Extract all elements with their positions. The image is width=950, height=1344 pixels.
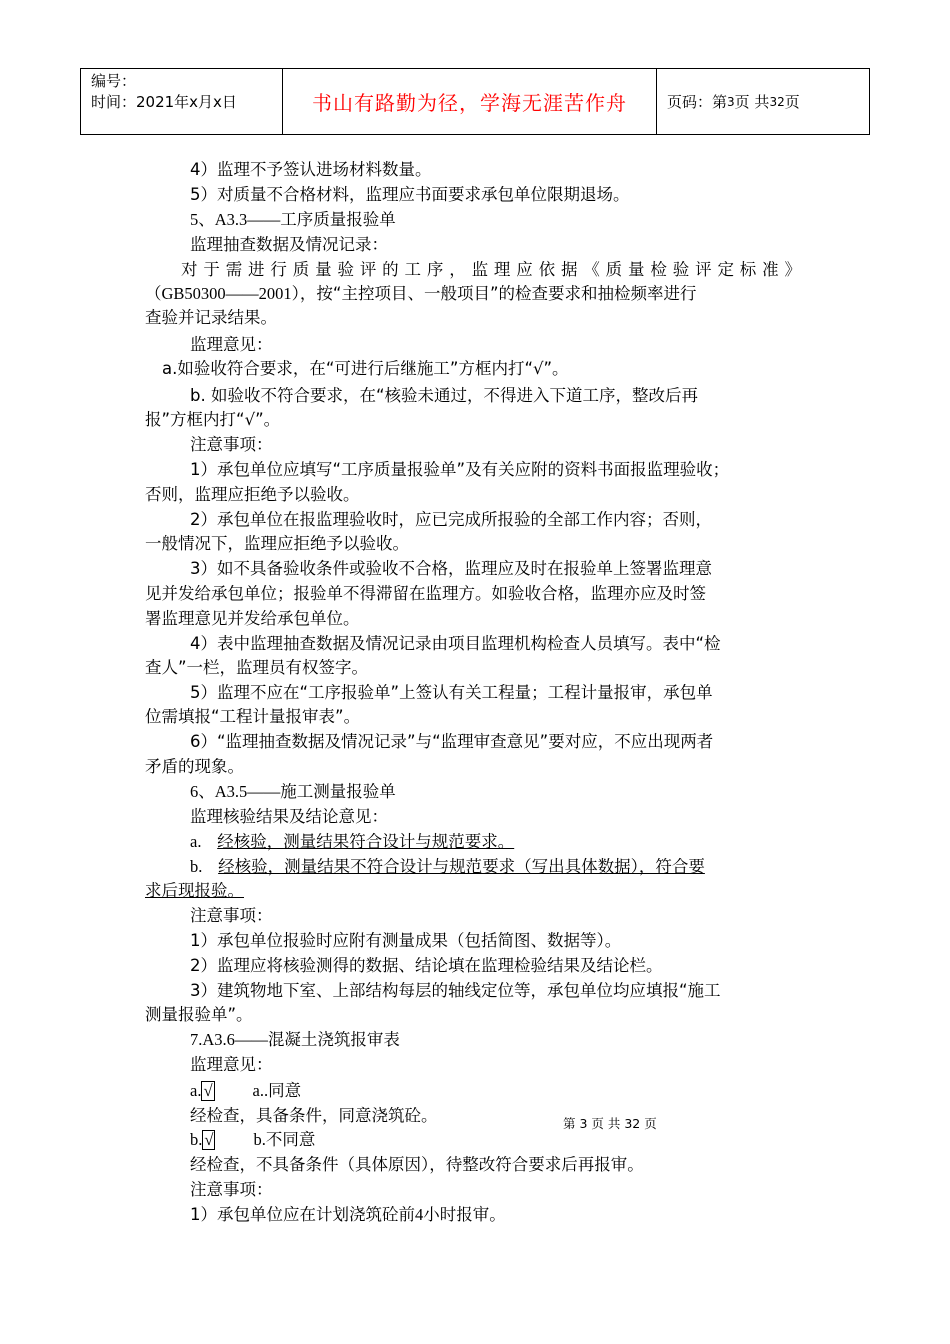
option-letter: a. [190, 1081, 202, 1100]
option-letter: a. [190, 832, 202, 851]
section-heading-a36 [190, 1028, 400, 1052]
header-page-label: 页码：第 [667, 93, 728, 111]
section-heading-a33 [190, 208, 396, 232]
body-line: 否则，监理应拒绝予以验收。 [145, 485, 360, 504]
body-line: 4）监理不予签认进场材料数量。 [190, 160, 432, 179]
body-line: 6）“监理抽查数据及情况记录”与“监理审查意见”要对应，不应出现两者 [190, 732, 714, 751]
body-line: 对于需进行质量验评的工序，监理应依据《质量检验评定标准》 [181, 260, 801, 279]
option-text: 经核验，测量结果符合设计与规范要求。 [217, 832, 515, 851]
body-line: 监理核验结果及结论意见： [190, 807, 388, 826]
checkbox-option-agree [190, 1079, 301, 1103]
body-line: 经检查，具备条件，同意浇筑砼。 [190, 1106, 438, 1125]
header-page-end: 页 [784, 93, 800, 111]
checkbox-checked: √ [203, 1081, 213, 1100]
page-number-footer: 第 3 页 共 32 页 [563, 1116, 657, 1131]
body-line [145, 282, 697, 306]
section-number: 5、A3.3—— [190, 210, 281, 229]
body-line: 5）对质量不合格材料，监理应书面要求承包单位限期退场。 [190, 185, 630, 204]
hour-count: 4 [415, 1205, 424, 1224]
body-line: 5）监理不应在“工序报验单”上签认有关工程量；工程计量报审，承包单 [190, 683, 713, 702]
option-b-line [190, 855, 705, 879]
notes-heading: 注意事项： [190, 435, 273, 454]
section-title: 工序质量报验单 [280, 210, 396, 229]
body-line: 一般情况下，监理应拒绝予以验收。 [145, 534, 409, 553]
body-line: 3）如不具备验收条件或验收不合格，监理应及时在报验单上签署监理意 [190, 559, 712, 578]
section-title: 施工测量报验单 [280, 782, 396, 801]
body-line: 监理抽查数据及情况记录： [190, 235, 388, 254]
body-line: 监理意见： [190, 1055, 273, 1074]
section-number: 7.A3.6—— [190, 1030, 268, 1049]
body-text: 小时报审。 [423, 1205, 506, 1224]
body-line: a.如验收符合要求，在“可进行后继施工”方框内打“√”。 [162, 359, 569, 378]
header-motto: 书山有路勤为径，学海无涯苦作舟 [283, 69, 657, 134]
body-line: 1）承包单位报验时应附有测量成果（包括简图、数据等）。 [190, 931, 622, 950]
header-meta-cell [81, 69, 283, 134]
body-line: 4）表中监理抽查数据及情况记录由项目监理机构检查人员填写。表中“检 [190, 634, 721, 653]
option-letter: b. [190, 857, 203, 876]
body-line: 1）承包单位应填写“工序质量报验单”及有关应附的资料书面报监理验收； [190, 460, 730, 479]
body-line: 监理意见： [190, 335, 273, 354]
body-line: 位需填报“工程计量报审表”。 [145, 707, 361, 726]
body-line: b. 如验收不符合要求，在“核验未通过，不得进入下道工序，整改后再 [190, 386, 699, 405]
body-line: 经检查，不具备条件（具体原因），待整改符合要求后再报审。 [190, 1155, 644, 1174]
body-text: ，按“主控项目、一般项目”的检查要求和抽检频率进行 [299, 284, 697, 303]
body-line: 署监理意见并发给承包单位。 [145, 609, 360, 628]
notes-heading: 注意事项： [190, 1180, 273, 1199]
option-letter: b. [190, 1130, 203, 1149]
body-line: 查人”一栏，监理员有权签字。 [145, 658, 369, 677]
section-number: 6、A3.5—— [190, 782, 281, 801]
option-letter: b. [253, 1130, 266, 1149]
body-line: 查验并记录结果。 [145, 308, 277, 327]
option-text: 同意 [268, 1081, 302, 1100]
body-text: 1）承包单位应在计划浇筑砼前 [190, 1205, 415, 1224]
header-page-total: 32 [769, 94, 785, 109]
body-line: 见并发给承包单位；报验单不得滞留在监理方。如验收合格，监理亦应及时签 [145, 584, 706, 603]
standard-code: （GB50300——2001） [145, 284, 300, 303]
header-date: 时间：2021年x月x日 [91, 93, 237, 111]
body-line: 报”方框内打“√”。 [145, 410, 281, 429]
option-text: 不同意 [265, 1130, 316, 1149]
body-line: 2）承包单位在报监理验收时，应已完成所报验的全部工作内容；否则， [190, 510, 712, 529]
option-letter: a.. [252, 1081, 269, 1100]
checkbox-checked: √ [204, 1130, 214, 1149]
header-number: 编号： [91, 72, 137, 90]
body-line: 2）监理应将核验测得的数据、结论填在监理检验结果及结论栏。 [190, 956, 663, 975]
body-line: 求后现报验。 [145, 881, 244, 900]
option-a-line [190, 830, 514, 854]
header-page-mid: 页 共 [734, 93, 770, 111]
checkbox-option-disagree [190, 1128, 315, 1152]
section-heading-a35 [190, 780, 396, 804]
notes-heading: 注意事项： [190, 906, 273, 925]
option-text: 经核验，测量结果不符合设计与规范要求（写出具体数据），符合要 [218, 857, 705, 876]
header-page-current: 3 [727, 94, 735, 109]
header-page-cell [657, 69, 869, 134]
body-line: 矛盾的现象。 [145, 757, 244, 776]
document-header [80, 68, 870, 135]
body-line: 测量报验单”。 [145, 1005, 253, 1024]
body-line: 3）建筑物地下室、上部结构每层的轴线定位等，承包单位均应填报“施工 [190, 981, 721, 1000]
section-title: 混凝土浇筑报审表 [267, 1030, 400, 1049]
body-line [190, 1203, 506, 1227]
